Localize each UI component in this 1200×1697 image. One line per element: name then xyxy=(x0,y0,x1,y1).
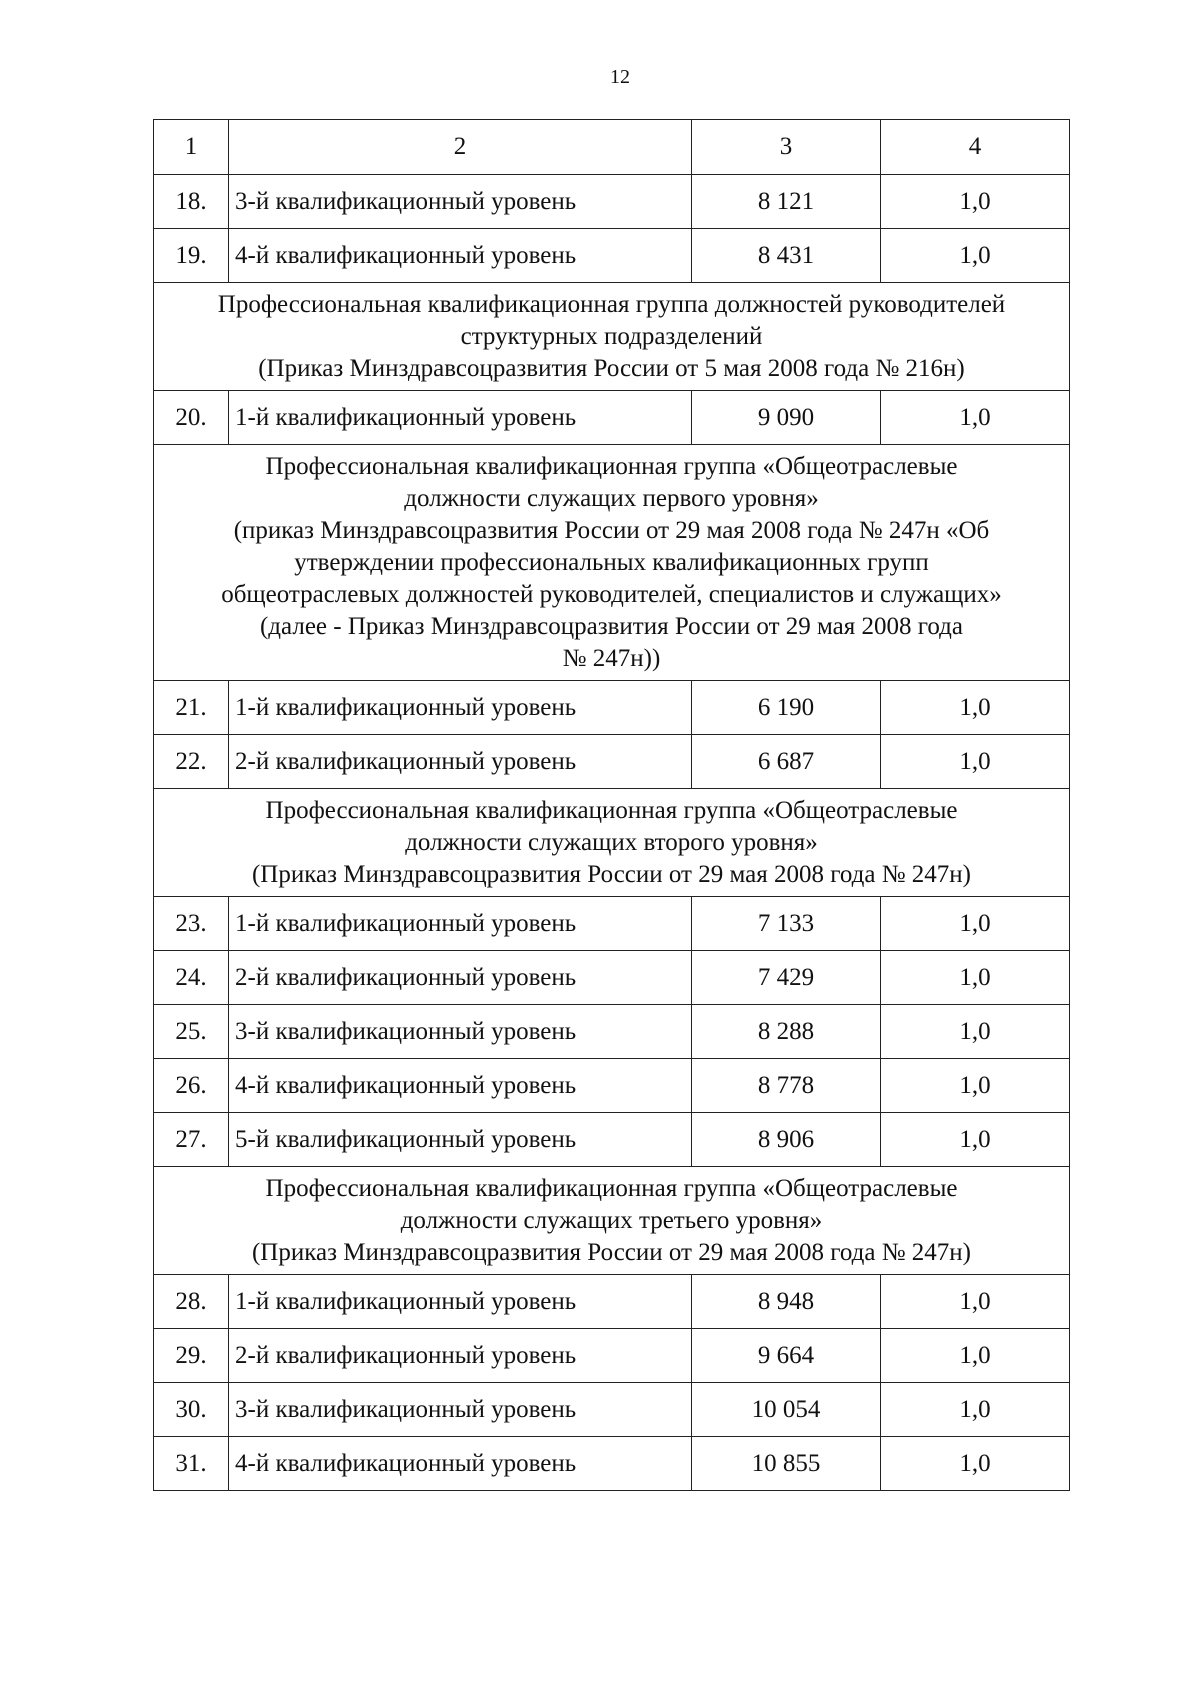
qualification-level: 3-й квалификационный уровень xyxy=(229,175,692,229)
table-row xyxy=(154,1005,1070,1059)
coefficient-value: 1,0 xyxy=(881,229,1070,283)
group-heading-line: Профессиональная квалификационная группа «Общеотраслевые xyxy=(265,797,958,824)
group-heading-row xyxy=(154,789,1070,897)
header-cell-4: 4 xyxy=(881,120,1070,175)
coefficient-value: 1,0 xyxy=(881,897,1070,951)
table-row xyxy=(154,735,1070,789)
group-heading-line: утверждении профессиональных квалификационных групп xyxy=(294,549,929,576)
salary-value: 10 855 xyxy=(692,1437,881,1491)
qualification-level: 1-й квалификационный уровень xyxy=(229,1275,692,1329)
coefficient-value: 1,0 xyxy=(881,735,1070,789)
qualification-level: 2-й квалификационный уровень xyxy=(229,735,692,789)
qualification-level: 3-й квалификационный уровень xyxy=(229,1383,692,1437)
qualification-level: 4-й квалификационный уровень xyxy=(229,229,692,283)
row-number: 31. xyxy=(154,1437,229,1491)
group-heading-line: общеотраслевых должностей руководителей, специалистов и служащих» xyxy=(221,581,1002,608)
coefficient-value: 1,0 xyxy=(881,681,1070,735)
qualification-level: 2-й квалификационный уровень xyxy=(229,951,692,1005)
table-row xyxy=(154,175,1070,229)
salary-value: 7 429 xyxy=(692,951,881,1005)
table-row xyxy=(154,1275,1070,1329)
qualification-level: 1-й квалификационный уровень xyxy=(229,681,692,735)
row-number: 25. xyxy=(154,1005,229,1059)
group-heading-row xyxy=(154,1167,1070,1275)
row-number: 22. xyxy=(154,735,229,789)
group-heading-line: структурных подразделений xyxy=(460,323,763,350)
salary-value: 10 054 xyxy=(692,1383,881,1437)
group-heading-line: Профессиональная квалификационная группа «Общеотраслевые xyxy=(265,1175,958,1202)
row-number: 29. xyxy=(154,1329,229,1383)
coefficient-value: 1,0 xyxy=(881,1437,1070,1491)
table-row xyxy=(154,897,1070,951)
group-heading xyxy=(154,445,1070,681)
salary-value: 8 948 xyxy=(692,1275,881,1329)
table-row xyxy=(154,1437,1070,1491)
group-heading-line: должности служащих третьего уровня» xyxy=(400,1207,823,1234)
table-row xyxy=(154,681,1070,735)
group-heading-line: Профессиональная квалификационная группа «Общеотраслевые xyxy=(265,453,958,480)
group-heading-line: должности служащих второго уровня» xyxy=(405,829,818,856)
group-heading xyxy=(154,1167,1070,1275)
row-number: 24. xyxy=(154,951,229,1005)
group-heading-line: Профессиональная квалификационная группа должностей руководителей xyxy=(217,291,1006,318)
salary-value: 6 190 xyxy=(692,681,881,735)
group-heading-line: должности служащих первого уровня» xyxy=(404,485,819,512)
group-heading-line: (Приказ Минздравсоцразвития России от 5 мая 2008 года № 216н) xyxy=(258,355,965,382)
table-row xyxy=(154,1383,1070,1437)
coefficient-value: 1,0 xyxy=(881,1329,1070,1383)
table-row xyxy=(154,229,1070,283)
qualification-level: 4-й квалификационный уровень xyxy=(229,1059,692,1113)
salary-table xyxy=(153,119,1070,1491)
group-heading-line: № 247н)) xyxy=(562,645,661,672)
coefficient-value: 1,0 xyxy=(881,1113,1070,1167)
row-number: 30. xyxy=(154,1383,229,1437)
group-heading-line: (Приказ Минздравсоцразвития России от 29 мая 2008 года № 247н) xyxy=(251,861,972,888)
group-heading-line: (далее - Приказ Минздравсоцразвития России от 29 мая 2008 года xyxy=(259,613,963,640)
salary-value: 8 431 xyxy=(692,229,881,283)
qualification-level: 2-й квалификационный уровень xyxy=(229,1329,692,1383)
coefficient-value: 1,0 xyxy=(881,1059,1070,1113)
row-number: 27. xyxy=(154,1113,229,1167)
qualification-level: 1-й квалификационный уровень xyxy=(229,897,692,951)
header-cell-1: 1 xyxy=(154,120,229,175)
salary-value: 8 288 xyxy=(692,1005,881,1059)
row-number: 19. xyxy=(154,229,229,283)
row-number: 20. xyxy=(154,391,229,445)
group-heading xyxy=(154,789,1070,897)
coefficient-value: 1,0 xyxy=(881,951,1070,1005)
group-heading-line: (Приказ Минздравсоцразвития России от 29 мая 2008 года № 247н) xyxy=(251,1239,972,1266)
group-heading-row xyxy=(154,283,1070,391)
table-row xyxy=(154,391,1070,445)
coefficient-value: 1,0 xyxy=(881,391,1070,445)
salary-value: 8 778 xyxy=(692,1059,881,1113)
group-heading xyxy=(154,283,1070,391)
salary-value: 6 687 xyxy=(692,735,881,789)
salary-value: 7 133 xyxy=(692,897,881,951)
row-number: 21. xyxy=(154,681,229,735)
table-header-row xyxy=(154,120,1070,175)
row-number: 23. xyxy=(154,897,229,951)
group-heading-line: (приказ Минздравсоцразвития России от 29 мая 2008 года № 247н «Об xyxy=(233,517,990,544)
table-row xyxy=(154,1329,1070,1383)
header-cell-2: 2 xyxy=(229,120,692,175)
page-number: 12 xyxy=(610,66,630,88)
table-row xyxy=(154,951,1070,1005)
qualification-level: 4-й квалификационный уровень xyxy=(229,1437,692,1491)
row-number: 18. xyxy=(154,175,229,229)
row-number: 26. xyxy=(154,1059,229,1113)
salary-value: 9 090 xyxy=(692,391,881,445)
table-row xyxy=(154,1113,1070,1167)
header-cell-3: 3 xyxy=(692,120,881,175)
group-heading-row xyxy=(154,445,1070,681)
coefficient-value: 1,0 xyxy=(881,175,1070,229)
qualification-level: 1-й квалификационный уровень xyxy=(229,391,692,445)
qualification-level: 3-й квалификационный уровень xyxy=(229,1005,692,1059)
coefficient-value: 1,0 xyxy=(881,1005,1070,1059)
coefficient-value: 1,0 xyxy=(881,1383,1070,1437)
salary-value: 8 121 xyxy=(692,175,881,229)
qualification-level: 5-й квалификационный уровень xyxy=(229,1113,692,1167)
row-number: 28. xyxy=(154,1275,229,1329)
table-row xyxy=(154,1059,1070,1113)
table-body xyxy=(154,120,1070,1491)
coefficient-value: 1,0 xyxy=(881,1275,1070,1329)
salary-value: 9 664 xyxy=(692,1329,881,1383)
salary-value: 8 906 xyxy=(692,1113,881,1167)
